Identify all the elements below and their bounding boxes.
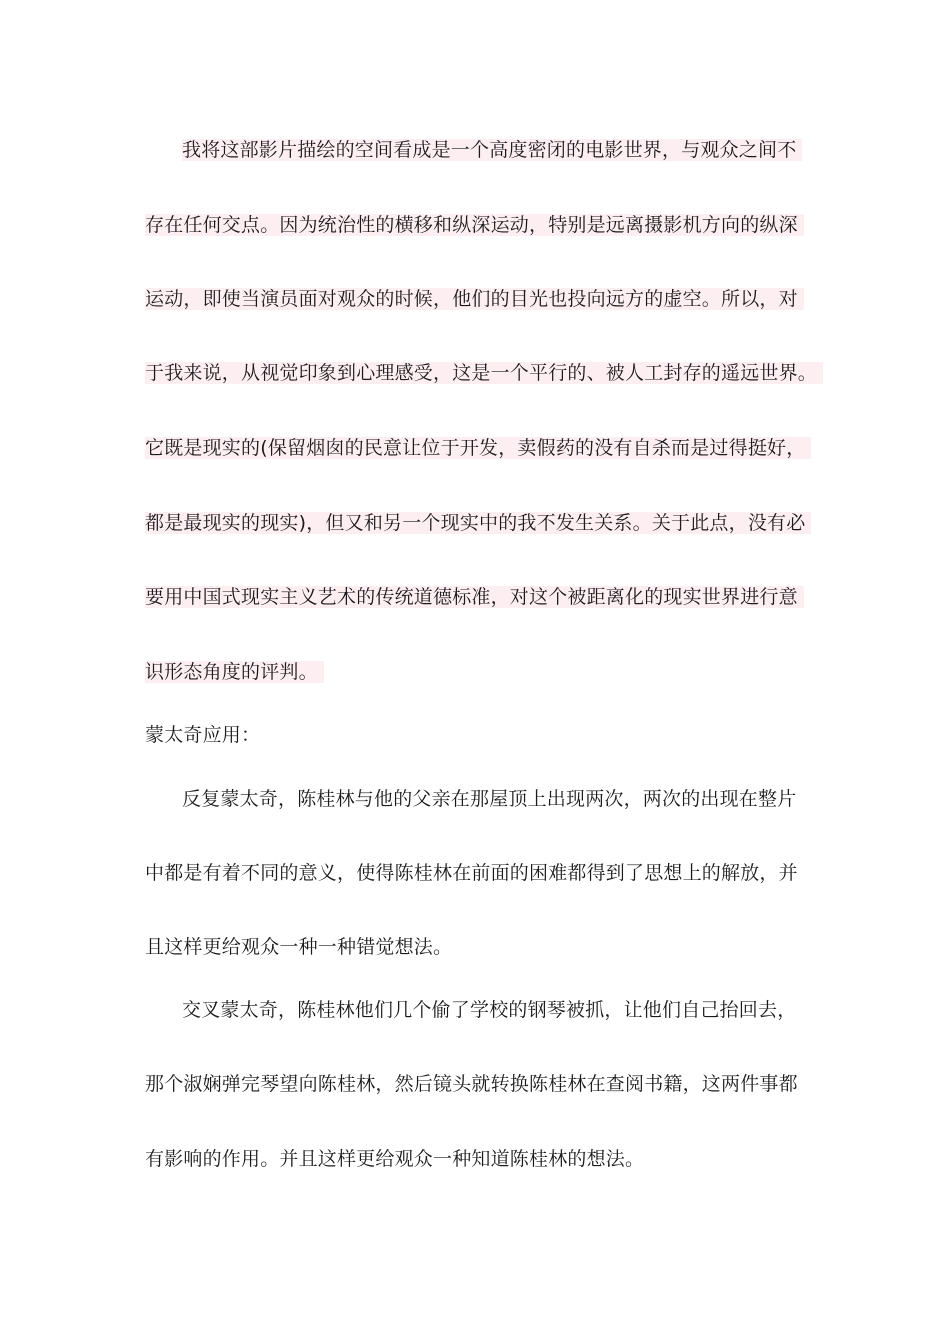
paragraph-3-line-2: 那个淑娴弹完琴望向陈桂林，然后镜头就转换陈桂林在查阅书籍，这两件事都 — [145, 1073, 798, 1095]
paragraph-1-line-2 — [145, 210, 804, 240]
paragraph-2-line-1: 反复蒙太奇，陈桂林与他的父亲在那屋顶上出现两次，两次的出现在整片 — [182, 788, 797, 810]
highlighted-text: 它既是现实的(保留烟囱的民意让位于开发，卖假药的没有自杀而是过得挺好， — [145, 437, 811, 459]
paragraph-1-line-3 — [145, 284, 804, 314]
highlighted-text: 都是最现实的现实)，但又和另一个现实中的我不发生关系。关于此点，没有必 — [145, 512, 811, 534]
paragraph-1-line-5 — [145, 433, 811, 463]
highlighted-text: 要用中国式现实主义艺术的传统道德标准，对这个被距离化的现实世界进行意 — [145, 586, 804, 608]
highlighted-text: 于我来说，从视觉印象到心理感受，这是一个平行的、被人工封存的遥远世界。 — [145, 362, 823, 384]
section-heading: 蒙太奇应用： — [145, 724, 261, 746]
highlighted-text: 我将这部影片描绘的空间看成是一个高度密闭的电影世界，与观众之间不 — [182, 139, 802, 161]
paragraph-3-line-1: 交叉蒙太奇，陈桂林他们几个偷了学校的钢琴被抓，让他们自己抬回去， — [182, 999, 797, 1021]
paragraph-2-line-3: 且这样更给观众一种一种错觉想法。 — [145, 936, 453, 958]
paragraph-1-line-7 — [145, 582, 804, 612]
highlighted-text: 运动，即使当演员面对观众的时候，他们的目光也投向远方的虚空。所以，对 — [145, 288, 804, 310]
paragraph-1-line-8 — [145, 657, 324, 687]
highlighted-text: 存在任何交点。因为统治性的横移和纵深运动，特别是远离摄影机方向的纵深 — [145, 214, 804, 236]
paragraph-1-line-6 — [145, 508, 811, 538]
paragraph-2-line-2: 中都是有着不同的意义，使得陈桂林在前面的困难都得到了思想上的解放，并 — [145, 862, 798, 884]
highlighted-text: 识形态角度的评判。 — [145, 661, 324, 683]
paragraph-3-line-3: 有影响的作用。并且这样更给观众一种知道陈桂林的想法。 — [145, 1148, 645, 1170]
paragraph-1-line-4 — [145, 358, 823, 388]
paragraph-1-line-1 — [145, 135, 802, 165]
